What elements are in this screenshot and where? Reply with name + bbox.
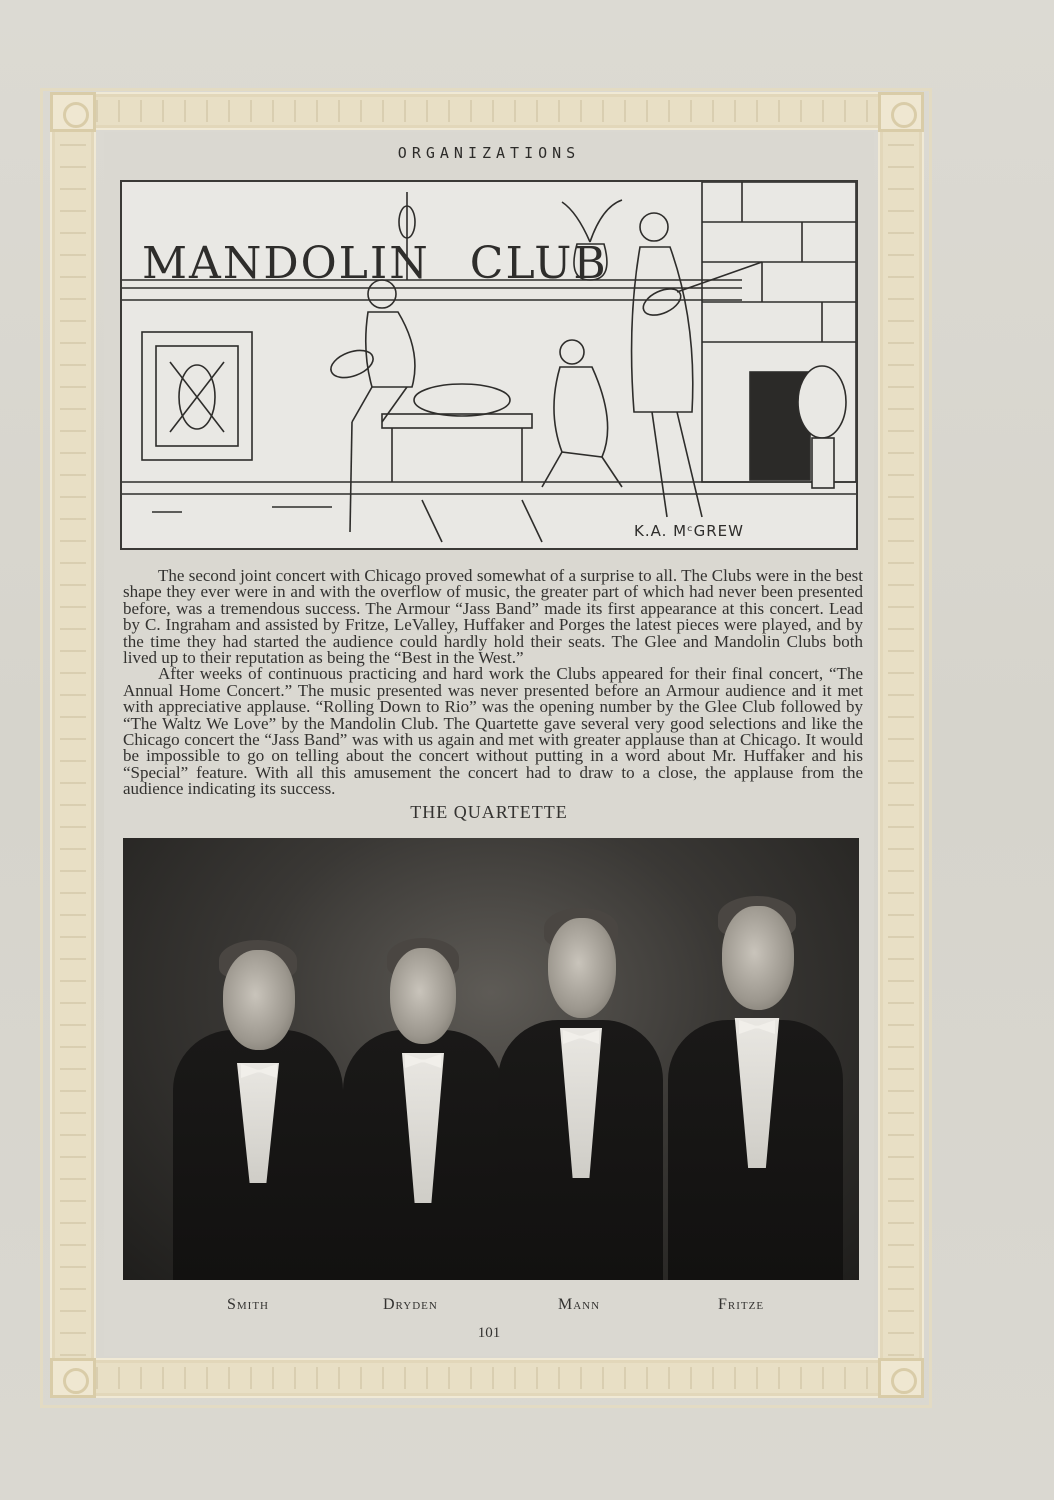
border-bottom-ornament: [96, 1367, 878, 1389]
caption-name-fritze: Fritze: [718, 1296, 765, 1313]
caption-name-smith: Smith: [227, 1296, 270, 1313]
corner-ornament-bottom-right: [878, 1358, 924, 1398]
photo-caption-names: [123, 1296, 859, 1318]
quartette-photograph: [123, 838, 859, 1280]
corner-ornament-top-left: [50, 92, 96, 132]
illustration-drawing: [122, 182, 856, 548]
caption-name-dryden: Dryden: [383, 1296, 438, 1313]
article-paragraph: After weeks of continuous practicing and hard work the Clubs appeared for their final concert, “The Annual Home Concert.” The music presented was never presented before an Armour audience and it met with appreciative applause. “Rolling Down to Rio” was the opening number by the Glee Club followed by “The Waltz We Love” by the Mandolin Club. The Quartette gave several very good selections and like the Chicago concert the “Jass Band” was with us again and met with greater applause than at Chicago. It would be impossible to go on telling about the concert without putting in a word about Mr. Huffaker and his “Special” feature. With all this amusement the concert had to draw to a close, the applause from the audience indicating its success.: [123, 664, 863, 799]
photo-person-mann: [498, 838, 663, 1280]
mandolin-club-illustration: [120, 180, 858, 550]
photo-person-fritze: [668, 838, 843, 1280]
article-paragraph: The second joint concert with Chicago proved somewhat of a surprise to all. The Clubs were in the best shape they ever were in and with the overflow of music, the greater part of which had never been presented before, was a tremendous success. The Armour “Jass Band” made its first appearance at this concert. Lead by C. Ingraham and assisted by Fritze, LeValley, Huffaker and Porges the latest pieces were played, and by the time they had started the audience could hardly hold their seats. The Glee and Mandolin Clubs both lived up to their reputation as being the “Best in the West.”: [123, 566, 863, 668]
border-right-ornament: [888, 132, 914, 1356]
photo-person-dryden: [343, 838, 503, 1280]
photo-person-smith: [173, 838, 343, 1280]
section-title: ORGANIZATIONS: [397, 144, 581, 162]
corner-ornament-bottom-left: [50, 1358, 96, 1398]
border-left-ornament: [60, 132, 86, 1356]
page-number: 101: [477, 1325, 501, 1341]
illustration-title-right: CLUB: [469, 238, 608, 289]
photo-heading: THE QUARTETTE: [410, 802, 568, 822]
article-body: [123, 568, 863, 798]
illustration-title: [142, 238, 608, 289]
border-top-ornament: [96, 100, 878, 122]
illustration-title-left: MANDOLIN: [142, 238, 430, 289]
artist-signature: K.A. MᶜGREW: [634, 522, 744, 540]
caption-name-mann: Mann: [558, 1296, 601, 1313]
corner-ornament-top-right: [878, 92, 924, 132]
